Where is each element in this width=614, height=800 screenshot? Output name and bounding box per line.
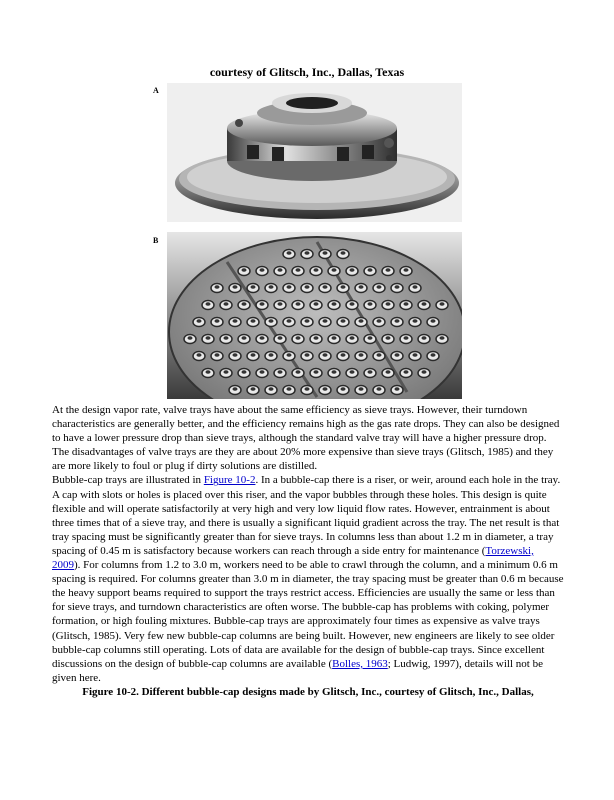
bubble-cap-top xyxy=(296,302,301,306)
bubble-cap-top xyxy=(278,336,283,340)
bubble-cap-top xyxy=(350,336,355,340)
bubble-cap-top xyxy=(404,268,409,272)
figure-caption: Figure 10-2. Different bubble-cap designs made by Glitsch, Inc., courtesy of Glitsch, Inc., Dallas, xyxy=(82,685,534,698)
bubble-cap-top xyxy=(323,387,328,391)
bubble-cap-top xyxy=(314,370,319,374)
bubble-cap-top xyxy=(359,319,364,323)
bubble-cap-top xyxy=(215,319,220,323)
bubble-cap-top xyxy=(296,370,301,374)
bubble-cap-top xyxy=(206,370,211,374)
bubble-cap-top xyxy=(359,387,364,391)
bubble-cap-top xyxy=(296,268,301,272)
bubble-cap-top xyxy=(251,387,256,391)
bubble-cap-top xyxy=(395,285,400,289)
bubble-cap-top xyxy=(269,387,274,391)
bubble-cap-top xyxy=(341,285,346,289)
bubble-cap-top xyxy=(242,302,247,306)
bubble-cap-top xyxy=(368,268,373,272)
bubble-cap-top xyxy=(206,302,211,306)
torzewski-2009-link[interactable]: Torzewski, 2009 xyxy=(52,544,534,572)
bubble-cap-top xyxy=(251,285,256,289)
bubble-cap-top xyxy=(377,319,382,323)
bubble-cap-top xyxy=(305,251,310,255)
bubble-cap-top xyxy=(431,353,436,357)
bubble-cap-top xyxy=(287,387,292,391)
bubble-cap-top xyxy=(242,336,247,340)
bubble-cap-tray-drawing-b xyxy=(167,232,462,399)
bubble-cap-top xyxy=(260,370,265,374)
bubble-cap-top xyxy=(197,319,202,323)
bubble-cap-top xyxy=(287,251,292,255)
bubble-cap-top xyxy=(350,302,355,306)
bubble-cap-top xyxy=(206,336,211,340)
bubble-cap-top xyxy=(233,285,238,289)
bolles-1963-link[interactable]: Bolles, 1963 xyxy=(332,657,388,670)
bubble-cap-top xyxy=(368,336,373,340)
bubble-cap-top xyxy=(350,370,355,374)
bubble-cap-photo-a xyxy=(167,83,462,222)
bubble-cap-top xyxy=(287,285,292,289)
bubble-cap-top xyxy=(233,319,238,323)
bubble-cap-top xyxy=(323,285,328,289)
bubble-cap-top xyxy=(386,268,391,272)
bubble-cap-top xyxy=(359,285,364,289)
bubble-cap-top xyxy=(395,353,400,357)
paragraph-text-2: . In a bubble-cap there is a riser, or weir, around each hole in the tray. A cap with slots or holes is placed over this riser, and the vapor bubbles through these holes. This design is quite flexible and will operate satisfactorily at very high and very low liquid flow rates. However, entrainment is about three times that of a sieve tray, and there is usually a significant liquid gradient across the tray. The net result is that tray spacing must be significantly greater than for sieve trays. In columns less than about 1.2 m in diameter, a tray spacing of 0.45 m is satisfactory because workers can reach through a side entry for maintenance ( xyxy=(52,474,561,557)
figure-10-2-link[interactable]: Figure 10-2 xyxy=(203,474,256,487)
bubble-cap-top xyxy=(332,302,337,306)
bubble-cap-top xyxy=(233,387,238,391)
paragraph-text-3: ). For columns from 1.2 to 3.0 m, workers need to be able to crawl through the column, and a minimum 0.6 m spacing is required. For columns greater than 3.0 m in diameter, the tray spacing must be greater than 0.6 m because the heavy support beams required to support the trays restrict access. Efficiencies are usually the same or less than for sieve trays, and turndown characteristics are often worse. The bubble-cap has problems with coking, polymer formation, or high fouling mixtures. Bubble-cap trays are approximately four times as expensive as valve trays (Glitsch, 1985). Very few new bubble-cap columns are being built. However, new engineers are likely to see older bubble-cap columns still operating. Lots of data are available for the design of bubble-cap trays. Since excellent discussions on the design of bubble-cap columns are available ( xyxy=(52,559,564,670)
bubble-cap-top xyxy=(395,387,400,391)
bubble-cap-top xyxy=(251,353,256,357)
bubble-cap-top xyxy=(431,319,436,323)
bubble-cap-top xyxy=(359,353,364,357)
paragraph-bubble-cap-trays xyxy=(52,473,564,684)
bubble-cap-tray-photo-b xyxy=(167,232,462,399)
bubble-cap-top xyxy=(386,302,391,306)
bubble-cap-top xyxy=(287,319,292,323)
bubble-cap-top xyxy=(404,302,409,306)
body-text xyxy=(52,403,564,699)
bubble-cap-top xyxy=(305,319,310,323)
bubble-cap-top xyxy=(305,353,310,357)
bubble-cap-top xyxy=(287,353,292,357)
bubble-cap-top xyxy=(350,268,355,272)
bubble-cap-top xyxy=(404,336,409,340)
bubble-cap-top xyxy=(314,336,319,340)
bubble-cap-top xyxy=(368,370,373,374)
bubble-cap-top xyxy=(440,302,445,306)
bubble-cap-top xyxy=(377,353,382,357)
photo-label-b: B xyxy=(153,236,159,245)
bubble-cap-top xyxy=(305,285,310,289)
bubble-cap-top xyxy=(377,387,382,391)
bubble-cap-top xyxy=(341,387,346,391)
figure-source-caption: courtesy of Glitsch, Inc., Dallas, Texas xyxy=(209,65,405,79)
bubble-cap-top xyxy=(260,302,265,306)
photo-label-a: A xyxy=(153,86,159,95)
bubble-cap-top xyxy=(215,353,220,357)
bubble-cap-top xyxy=(260,336,265,340)
bubble-cap-top xyxy=(314,302,319,306)
bubble-cap-top xyxy=(332,268,337,272)
bubble-cap-top xyxy=(332,336,337,340)
bubble-cap-top xyxy=(413,285,418,289)
paragraph-valve-trays: At the design vapor rate, valve trays have about the same efficiency as sieve trays. However, their turndown characteristics are generally better, and the efficiency remains high as the gas rate drops. They can also be designed to have a lower pressure drop than sieve trays, although the standard valve tray will have a higher pressure drop. The disadvantages of valve trays are they are about 20% more expensive than sieve trays (Glitsch, 1985) and they are more likely to foul or plug if dirty solutions are distilled. xyxy=(52,404,560,473)
bubble-cap-top xyxy=(278,370,283,374)
bubble-cap-top xyxy=(341,353,346,357)
bubble-cap-top xyxy=(224,302,229,306)
bubble-cap-top xyxy=(269,285,274,289)
bubble-cap-top xyxy=(323,251,328,255)
bubble-cap-top xyxy=(422,370,427,374)
bubble-cap-top xyxy=(233,353,238,357)
bubble-cap-top xyxy=(215,285,220,289)
bubble-cap-top xyxy=(260,268,265,272)
bubble-cap-top xyxy=(440,336,445,340)
bubble-cap-top xyxy=(224,370,229,374)
bubble-cap-top xyxy=(386,370,391,374)
bubble-cap-top xyxy=(269,353,274,357)
paragraph-text-4: ; Ludwig, 1997), details will not be given here. xyxy=(52,657,543,684)
bubble-cap-top xyxy=(404,370,409,374)
bubble-cap-top xyxy=(323,319,328,323)
bubble-cap-top xyxy=(278,302,283,306)
bubble-cap-top xyxy=(386,336,391,340)
bubble-cap-top xyxy=(314,268,319,272)
bubble-cap-top xyxy=(422,302,427,306)
bubble-cap-drawing-a xyxy=(167,83,462,222)
bubble-cap-top xyxy=(422,336,427,340)
bubble-cap-top xyxy=(413,319,418,323)
bubble-cap-top xyxy=(305,387,310,391)
bubble-cap-top xyxy=(197,353,202,357)
bubble-cap-top xyxy=(377,285,382,289)
bubble-cap-top xyxy=(269,319,274,323)
bubble-cap-top xyxy=(395,319,400,323)
bubble-cap-top xyxy=(341,251,346,255)
bubble-cap-top xyxy=(368,302,373,306)
bubble-cap-top xyxy=(251,319,256,323)
bubble-cap-top xyxy=(278,268,283,272)
bubble-cap-top xyxy=(242,268,247,272)
bubble-cap-top xyxy=(188,336,193,340)
bubble-cap-top xyxy=(242,370,247,374)
paragraph-text-1: Bubble-cap trays are illustrated in xyxy=(52,474,204,487)
bubble-cap-top xyxy=(341,319,346,323)
bubble-cap-top xyxy=(296,336,301,340)
bubble-cap-top xyxy=(413,353,418,357)
bubble-cap-top xyxy=(332,370,337,374)
bubble-cap-top xyxy=(224,336,229,340)
bubble-cap-top xyxy=(323,353,328,357)
